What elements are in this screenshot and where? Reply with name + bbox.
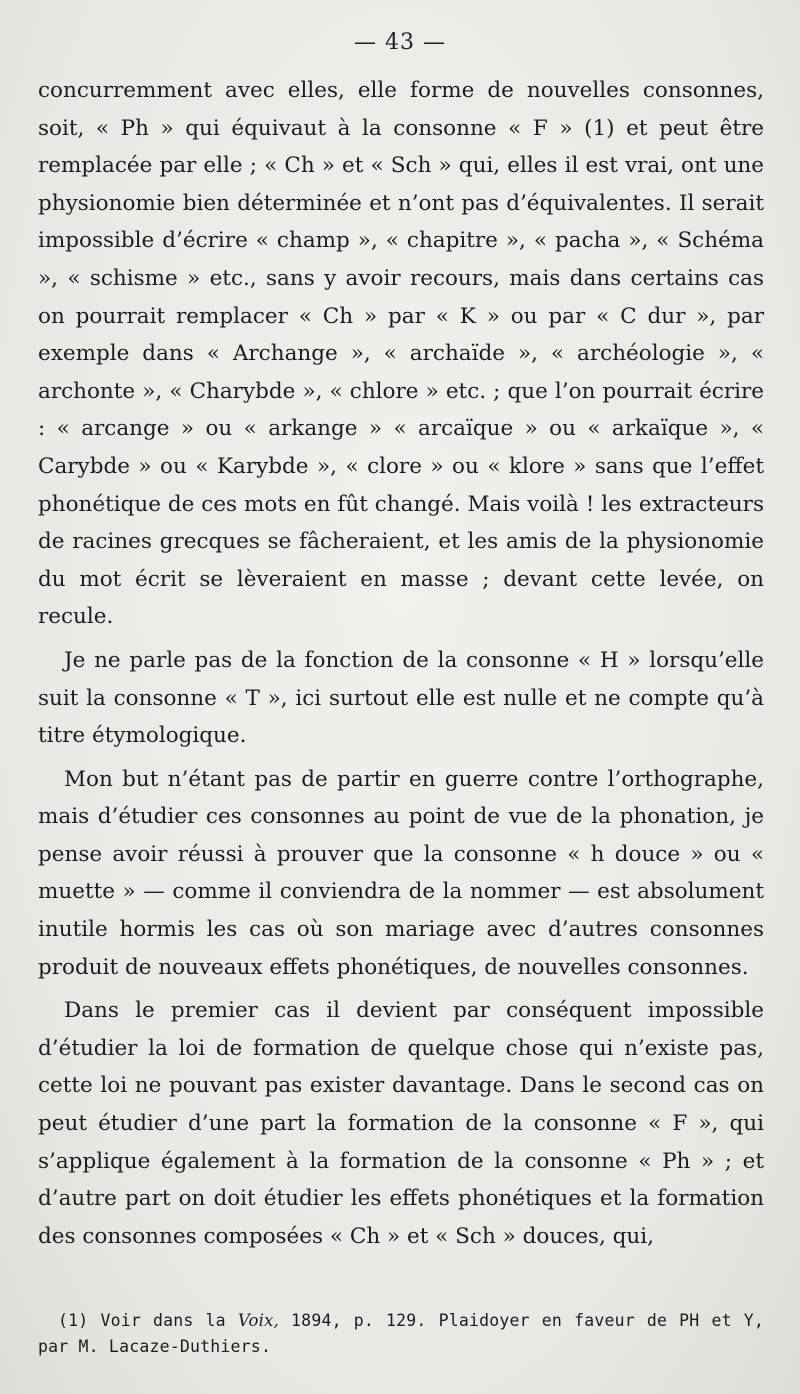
footnote-text-end: 1894, p. 129. Plaidoyer en faveur de PH et Y, par M. Lacaze-Duthiers. [38, 1311, 765, 1356]
footnote-journal-title: Voix, [237, 1311, 280, 1330]
paragraph-1: concurremment avec elles, elle forme de nouvelles consonnes, soit, « Ph » qui équivaut à la consonne « F » (1) et peut être remplacée par elle ; « Ch » et « Sch » qui, elles il est vrai, ont une physionomie bien déterminée et n’ont pas d’équivalentes. Il serait impossible d’écrire « champ », « chapitre », « pacha », « Schéma », « schisme » etc., sans y avoir recours, mais dans certains cas on pourrait remplacer « Ch » par « K » ou par « C dur », par exemple dans « Archange », « archaïde », « archéologie », « archonte », « Charybde », « chlore » etc. ; que l’on pourrait écrire : « arcange » ou « arkange » « arcaïque » ou « arkaïque », « Carybde » ou « Karybde », « clore » ou « klore » sans que l’effet phonétique de ces mots en fût changé. Mais voilà ! les extracteurs de racines grecques se fâcheraient, et les amis de la physionomie du mot écrit se lèveraient en masse ; devant cette levée, on recule. [38, 78, 764, 630]
body-text [38, 72, 764, 1261]
footnote-marker: (1) [58, 1311, 89, 1330]
paragraph-3: Mon but n’étant pas de partir en guerre contre l’orthographe, mais d’étudier ces consonnes au point de vue de la phonation, je pense avoir réussi à prouver que la consonne « h douce » ou « muette » — comme il conviendra de la nommer — est absolument inutile hormis les cas où son mariage avec d’autres consonnes produit de nouveaux effets phonétiques, de nouvelles consonnes. [38, 766, 764, 980]
footnote [38, 1308, 764, 1360]
paragraph-4: Dans le premier cas il devient par conséquent impossible d’étudier la loi de formation de quelque chose qui n’existe pas, cette loi ne pouvant pas exister davantage. Dans le second cas on peut étudier d’une part la formation de la consonne « F », qui s’applique également à la formation de la consonne « Ph » ; et d’autre part on doit étudier les effets phonétiques et la formation des consonnes composées « Ch » et « Sch » douces, qui, [38, 998, 764, 1249]
footnote-text-start: Voir dans la [100, 1311, 226, 1330]
page-number: — 43 — [354, 30, 446, 55]
paragraph-2: Je ne parle pas de la fonction de la consonne « H » lorsqu’elle suit la consonne « T », ici surtout elle est nulle et ne compte qu’à titre étymologique. [38, 647, 764, 749]
